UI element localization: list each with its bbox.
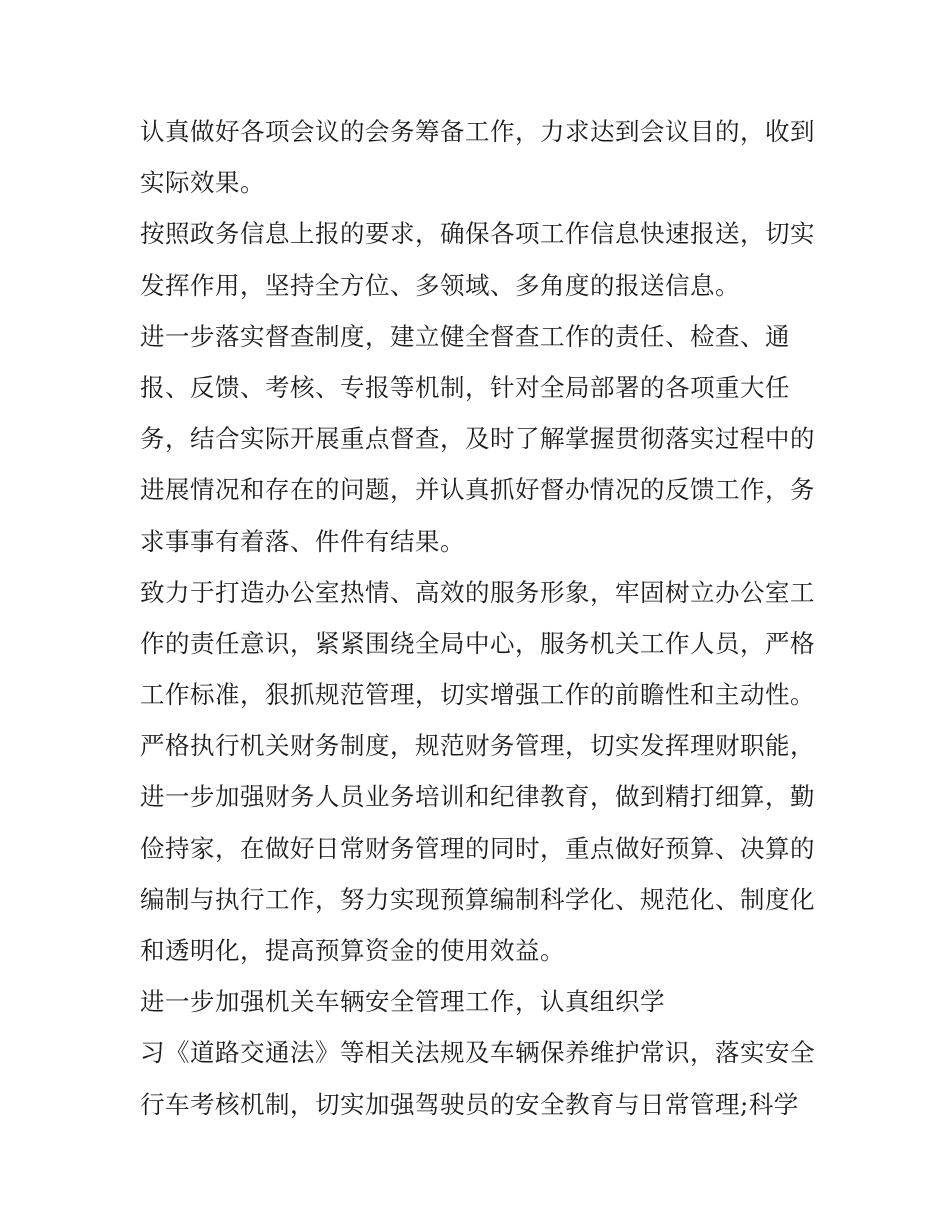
text-line: 俭持家，在做好日常财务管理的同时，重点做好预算、决算的 xyxy=(140,833,815,863)
document-body xyxy=(140,106,820,1130)
text-line: 严格执行机关财务制度，规范财务管理，切实发挥理财职能， xyxy=(140,731,815,761)
text-line: 作的责任意识，紧紧围绕全局中心，服务机关工作人员，严格 xyxy=(140,628,815,658)
text-line: 行车考核机制，切实加强驾驶员的安全教育与日常管理;科学 xyxy=(140,1089,799,1119)
text-line: 工作标准，狠抓规范管理，切实增强工作的前瞻性和主动性。 xyxy=(140,680,815,710)
text-line: 习《道路交通法》等相关法规及车辆保养维护常识，落实安全 xyxy=(140,1038,815,1068)
text-line: 进一步加强财务人员业务培训和纪律教育，做到精打细算，勤 xyxy=(140,782,815,812)
text-line: 按照政务信息上报的要求，确保各项工作信息快速报送，切实 xyxy=(140,219,815,249)
text-line: 进展情况和存在的问题，并认真抓好督办情况的反馈工作，务 xyxy=(140,475,815,505)
text-line: 进一步落实督查制度，建立健全督查工作的责任、检查、通 xyxy=(140,321,790,351)
text-line: 发挥作用，坚持全方位、多领域、多角度的报送信息。 xyxy=(140,270,740,300)
text-line: 致力于打造办公室热情、高效的服务形象，牢固树立办公室工 xyxy=(140,577,815,607)
text-line: 进一步加强机关车辆安全管理工作，认真组织学 xyxy=(140,987,665,1017)
text-line: 和透明化，提高预算资金的使用效益。 xyxy=(140,936,565,965)
text-line: 实际效果。 xyxy=(140,168,265,198)
text-line: 求事事有着落、件件有结果。 xyxy=(140,526,465,556)
text-line: 务，结合实际开展重点督查，及时了解掌握贯彻落实过程中的 xyxy=(140,424,815,454)
text-line: 报、反馈、考核、专报等机制，针对全局部署的各项重大任 xyxy=(140,372,790,402)
text-line: 认真做好各项会议的会务筹备工作，力求达到会议目的，收到 xyxy=(140,117,815,146)
text-line: 编制与执行工作，努力实现预算编制科学化、规范化、制度化 xyxy=(140,884,815,914)
